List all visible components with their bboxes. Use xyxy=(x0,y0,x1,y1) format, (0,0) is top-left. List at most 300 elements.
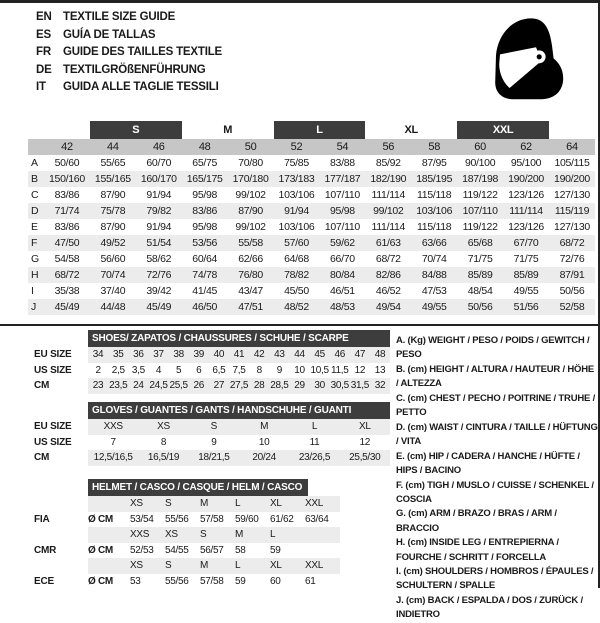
language-code: ES xyxy=(36,28,51,41)
row-label xyxy=(34,527,88,543)
gloves-rows xyxy=(34,419,394,466)
value-cell: 7,5 xyxy=(232,364,246,376)
helmet-header xyxy=(34,479,394,496)
value-cell: 105/115 xyxy=(554,157,590,169)
value-cell: 38 xyxy=(173,349,184,360)
spacer xyxy=(34,330,88,347)
value-cell: 23,5 xyxy=(109,380,128,391)
size-number-cell: 52 xyxy=(274,139,320,155)
value-cell: XXL xyxy=(305,560,324,571)
value-cell: 50/56 xyxy=(457,299,503,315)
language-row xyxy=(36,62,222,80)
size-number-cell: 60 xyxy=(457,139,503,155)
value-cell: M xyxy=(235,529,244,540)
lead-cell xyxy=(88,527,130,543)
row-cells xyxy=(88,543,340,559)
value-cell: 2,5 xyxy=(111,364,125,376)
value-cell: 111/114 xyxy=(503,203,549,219)
value-cell: XL xyxy=(358,421,371,432)
value-cell: 74/78 xyxy=(182,267,228,283)
helmet-row xyxy=(34,574,394,590)
value-cell: 42 xyxy=(253,349,265,360)
value-cell: M xyxy=(200,498,209,509)
value-cell: 6 xyxy=(196,364,202,376)
value-cell: 111/114 xyxy=(371,221,406,233)
value-cell: 25,5 xyxy=(169,380,188,391)
value-cell: XXS xyxy=(103,421,123,432)
value-cell: 49/55 xyxy=(513,285,539,297)
value-cell: 39 xyxy=(193,349,205,360)
row-label: CM xyxy=(34,380,50,391)
value-cell: 59 xyxy=(270,544,281,556)
value-cell: 35 xyxy=(112,349,124,360)
row-key: B xyxy=(28,171,44,187)
size-number-cell: 56 xyxy=(365,139,411,155)
value-cell: 45/50 xyxy=(284,285,309,297)
value-cell: 67/70 xyxy=(503,235,549,251)
lead-cell: Ø CM xyxy=(88,544,113,556)
value-cell: 127/130 xyxy=(554,189,590,201)
value-cell: XS xyxy=(157,421,170,432)
value-cell: 13 xyxy=(374,364,386,376)
measure-row-B xyxy=(28,171,595,187)
value-cell: 78/82 xyxy=(274,267,320,283)
value-cell: 82/86 xyxy=(365,267,411,283)
helmet-section xyxy=(34,479,394,589)
value-cell: 45/49 xyxy=(44,299,90,315)
row-cells xyxy=(88,527,340,543)
value-cell: 26 xyxy=(193,380,205,391)
value-cell: 57/58 xyxy=(200,513,224,525)
value-cell: M xyxy=(200,560,209,571)
value-cell: 48/52 xyxy=(274,299,320,315)
value-cell: 87/95 xyxy=(421,157,447,169)
value-cell: 50/56 xyxy=(559,285,585,297)
row-cells xyxy=(88,419,390,435)
size-number-cell: 42 xyxy=(44,139,90,155)
value-cell: S xyxy=(165,560,172,571)
gloves-row xyxy=(34,419,394,435)
racing-helmet-icon xyxy=(488,12,568,113)
value-cell: XXL xyxy=(305,498,324,509)
value-cell: 47/51 xyxy=(228,299,274,315)
value-cell: 123/126 xyxy=(508,189,544,201)
value-cell: 52/53 xyxy=(130,544,154,556)
language-row xyxy=(36,44,222,62)
legend-item: G. (cm) ARM / BRAZO / BRAS / ARM / BRACCIO xyxy=(396,508,557,534)
row-label: CMR xyxy=(34,544,57,556)
value-cell: 170/180 xyxy=(228,171,274,187)
value-cell: 10 xyxy=(258,436,270,448)
legend xyxy=(396,334,598,623)
value-cell: 8 xyxy=(256,364,262,376)
size-group-xxl: XXL xyxy=(457,121,549,139)
value-cell: 55/58 xyxy=(228,235,274,251)
size-number-cell xyxy=(28,139,44,155)
value-cell: 68/72 xyxy=(375,253,401,265)
value-cell: 70/74 xyxy=(421,253,447,265)
value-cell: 49/55 xyxy=(411,299,457,315)
language-code: FR xyxy=(36,46,51,58)
value-cell: 177/187 xyxy=(319,171,365,187)
value-cell: 165/175 xyxy=(182,171,228,187)
value-cell: 37 xyxy=(153,349,164,360)
language-title: GUIDA ALLE TAGLIE TESSILI xyxy=(63,81,219,93)
size-number-cell: 58 xyxy=(411,139,457,155)
value-cell: 83/86 xyxy=(182,203,228,219)
helmet-row xyxy=(34,512,394,528)
measure-row-J xyxy=(28,299,595,315)
row-label xyxy=(34,496,88,512)
value-cell: 52/58 xyxy=(549,299,595,315)
legend-item: D. (cm) WAIST / CINTURA / TAILLE / HÜFTUNG / VITA xyxy=(396,421,598,447)
value-cell: 72/76 xyxy=(136,267,182,283)
value-cell: 23 xyxy=(92,380,104,391)
value-cell: 49/52 xyxy=(90,235,136,251)
value-cell: 87/90 xyxy=(100,221,126,233)
language-title: TEXTILE SIZE GUIDE xyxy=(63,11,176,23)
value-cell: 28 xyxy=(253,380,265,391)
row-cells xyxy=(88,574,340,590)
row-label xyxy=(34,558,88,574)
language-code: EN xyxy=(36,11,52,23)
value-cell: 107/110 xyxy=(457,203,503,219)
row-key: E xyxy=(31,221,38,233)
value-cell: 11 xyxy=(309,436,320,448)
helmet-row xyxy=(34,527,394,543)
measure-row-C xyxy=(28,187,595,203)
value-cell: 91/94 xyxy=(146,189,172,201)
value-cell: 34 xyxy=(92,349,104,360)
value-cell: 76/80 xyxy=(228,267,274,283)
value-cell: 5 xyxy=(176,364,182,376)
shoes-row xyxy=(34,363,394,379)
value-cell: 119/122 xyxy=(462,189,498,201)
value-cell: 51/54 xyxy=(136,235,182,251)
value-cell: 10,5 xyxy=(310,364,329,376)
row-label: US SIZE xyxy=(34,364,72,376)
value-cell: XL xyxy=(270,560,282,571)
legend-item: F. (cm) TIGH / MUSLO / CUISSE / SCHENKEL / COSCIA xyxy=(396,479,594,505)
value-cell: 27 xyxy=(213,380,225,391)
value-cell: 46/51 xyxy=(330,285,355,297)
value-cell: 84/88 xyxy=(411,267,457,283)
value-cell: 12 xyxy=(354,364,366,376)
value-cell: 12 xyxy=(359,436,371,448)
lead-cell: Ø CM xyxy=(88,575,113,587)
value-cell: 35/38 xyxy=(54,285,80,297)
value-cell: 71/75 xyxy=(467,253,493,265)
row-cells xyxy=(88,435,390,451)
value-cell xyxy=(305,543,340,559)
size-group-l: L xyxy=(274,121,366,139)
value-cell: L xyxy=(311,421,318,432)
shoes-row xyxy=(34,378,394,394)
value-cell: 56/57 xyxy=(200,544,224,556)
value-cell: 53 xyxy=(130,575,141,587)
value-cell: 48/54 xyxy=(467,285,493,297)
shoes-rows xyxy=(34,347,394,394)
value-cell: 107/110 xyxy=(324,221,360,233)
size-number-cell: 44 xyxy=(90,139,136,155)
value-cell: 83/88 xyxy=(330,157,355,169)
value-cell: 11,5 xyxy=(330,364,349,376)
size-number-cell: 50 xyxy=(228,139,274,155)
value-cell: S xyxy=(165,498,172,509)
helmet-row xyxy=(34,558,394,574)
value-cell: 49/54 xyxy=(365,299,411,315)
value-cell: 99/102 xyxy=(365,203,411,219)
value-cell: 90/100 xyxy=(464,157,496,169)
section-divider-line xyxy=(0,324,600,326)
value-cell: 119/122 xyxy=(462,221,498,233)
value-cell: 107/110 xyxy=(324,189,360,201)
row-key: J xyxy=(28,299,44,315)
value-cell: 56/60 xyxy=(100,253,126,265)
size-number-cell: 46 xyxy=(136,139,182,155)
value-cell: 187/198 xyxy=(457,171,503,187)
value-cell: 83/86 xyxy=(54,221,80,233)
value-cell: 37/40 xyxy=(100,285,126,297)
value-cell: 72/76 xyxy=(559,253,585,265)
value-cell: XS xyxy=(130,560,143,571)
value-cell: 59/62 xyxy=(319,235,365,251)
shoes-header xyxy=(34,330,394,347)
row-cells xyxy=(88,558,340,574)
value-cell: 36 xyxy=(133,349,144,360)
size-number-cell: 62 xyxy=(503,139,549,155)
measure-row-H xyxy=(28,267,595,283)
language-title: TEXTILGRÖßENFÜHRUNG xyxy=(63,63,206,76)
shoes-row xyxy=(34,347,394,363)
value-cell: 65/75 xyxy=(192,157,218,169)
value-cell: 43/47 xyxy=(238,285,263,297)
legend-item: I. (cm) SHOULDERS / HOMBROS / ÉPAULES / SCHULTERN / SPALLE xyxy=(396,566,594,592)
value-cell: XS xyxy=(130,498,143,509)
value-cell: L xyxy=(235,560,241,571)
row-cells xyxy=(88,347,390,363)
row-cells xyxy=(88,496,340,512)
value-cell: 75/78 xyxy=(90,203,136,219)
gloves-row xyxy=(34,450,394,466)
value-cell: 95/100 xyxy=(510,157,542,169)
size-group-xl: XL xyxy=(404,124,418,136)
size-group-empty xyxy=(549,121,595,139)
size-numbers-row xyxy=(28,139,595,155)
row-key: G xyxy=(31,253,39,265)
value-cell: 45 xyxy=(314,349,325,360)
helmet-row xyxy=(34,543,394,559)
value-cell: 55/65 xyxy=(100,157,126,169)
value-cell: 40 xyxy=(213,349,225,360)
lead-cell: Ø CM xyxy=(88,513,113,525)
value-cell: 68/72 xyxy=(44,267,90,283)
value-cell: 99/102 xyxy=(235,189,266,201)
value-cell: 25,5/30 xyxy=(349,452,381,463)
value-cell: 23/26,5 xyxy=(298,452,331,463)
helmet-row xyxy=(34,496,394,512)
value-cell: 66/70 xyxy=(330,253,355,265)
gloves-section xyxy=(34,402,394,466)
measure-row-G xyxy=(28,251,595,267)
value-cell: 57/60 xyxy=(274,235,320,251)
value-cell: 48 xyxy=(374,349,386,360)
value-cell: 60 xyxy=(270,575,281,587)
row-label: FIA xyxy=(34,513,50,525)
value-cell: S xyxy=(200,529,207,540)
value-cell: 182/190 xyxy=(365,171,411,187)
value-cell: 111/114 xyxy=(371,189,406,201)
value-cell: 63/64 xyxy=(305,513,329,525)
measure-row-D xyxy=(28,203,595,219)
value-cell: 39/42 xyxy=(146,285,172,297)
value-cell: 91/94 xyxy=(146,221,172,233)
value-cell: M xyxy=(260,421,269,432)
row-key: D xyxy=(28,203,44,219)
value-cell: 53/56 xyxy=(182,235,228,251)
value-cell: 9 xyxy=(276,364,282,376)
value-cell: 61/62 xyxy=(270,513,294,525)
value-cell: 48/53 xyxy=(319,299,365,315)
value-cell: 87/90 xyxy=(100,189,126,201)
value-cell: 70/80 xyxy=(238,157,263,169)
value-cell: 71/74 xyxy=(44,203,90,219)
value-cell: 103/106 xyxy=(278,189,315,201)
size-groups-row xyxy=(28,121,595,139)
legend-item: H. (cm) INSIDE LEG / ENTREPIERNA / FOURCHE / SCHRITT / FORCELLA xyxy=(396,537,559,563)
value-cell: 32 xyxy=(374,380,386,391)
value-cell: 71/75 xyxy=(513,253,539,265)
helmet-title: HELMET / CASCO / CASQUE / HELM / CASCO xyxy=(88,479,308,496)
measure-row-F xyxy=(28,235,595,251)
value-cell: 85/92 xyxy=(375,157,401,169)
row-label: EU SIZE xyxy=(34,349,72,360)
value-cell: 41/45 xyxy=(192,285,218,297)
language-row xyxy=(36,79,222,97)
value-cell: 103/106 xyxy=(278,221,315,233)
language-list xyxy=(36,9,222,97)
value-cell: 83/86 xyxy=(54,189,80,201)
row-key: I xyxy=(31,285,34,297)
language-row xyxy=(36,9,222,27)
value-cell: XS xyxy=(165,529,178,540)
value-cell: 10 xyxy=(294,364,305,376)
gloves-title: GLOVES / GUANTES / GANTS / HANDSCHUHE / GUANTI xyxy=(88,402,390,419)
value-cell: 190/200 xyxy=(503,171,549,187)
legend-item: C. (cm) CHEST / PECHO / POITRINE / TRUHE / PETTO xyxy=(396,392,596,419)
measure-row-E xyxy=(28,219,595,235)
row-cells xyxy=(88,450,390,466)
value-cell: 47 xyxy=(354,349,366,360)
row-label: CM xyxy=(34,452,50,463)
size-table xyxy=(28,121,595,315)
legend-item: J. (cm) BACK / ESPALDA / DOS / ZURÜCK / INDIETRO xyxy=(396,595,583,621)
value-cell: 190/200 xyxy=(549,171,595,187)
value-cell: 24,5 xyxy=(149,380,168,391)
value-cell: 44 xyxy=(294,349,305,360)
value-cell: 30,5 xyxy=(330,380,349,391)
value-cell: 115/118 xyxy=(417,221,452,233)
value-cell: 85/89 xyxy=(457,267,503,283)
value-cell: 63/66 xyxy=(411,235,457,251)
value-cell: 46/52 xyxy=(375,285,401,297)
size-group-empty xyxy=(44,121,90,139)
value-cell: 85/89 xyxy=(503,267,549,283)
value-cell: 54/55 xyxy=(165,544,189,556)
value-cell: 58 xyxy=(235,544,246,556)
top-border-line xyxy=(0,0,600,3)
value-cell: 58/62 xyxy=(146,253,172,265)
value-cell: 46/50 xyxy=(182,299,228,315)
value-cell: 18/21,5 xyxy=(198,452,230,463)
value-cell: 95/98 xyxy=(192,189,218,201)
value-cell: 53/54 xyxy=(130,513,154,525)
size-group-m: M xyxy=(223,124,233,136)
value-cell: 31,5 xyxy=(350,380,370,391)
value-cell: 68/72 xyxy=(549,235,595,251)
corner-cell xyxy=(28,121,44,139)
language-row xyxy=(36,27,222,45)
value-cell: 160/170 xyxy=(136,171,182,187)
value-cell: 99/102 xyxy=(235,221,266,233)
value-cell: 30 xyxy=(314,380,325,391)
value-cell: 2 xyxy=(95,364,101,376)
value-cell: 79/82 xyxy=(136,203,182,219)
value-cell: 7 xyxy=(110,436,116,448)
measure-row-A xyxy=(28,155,595,171)
value-cell: 127/130 xyxy=(554,221,590,233)
shoes-title: SHOES/ ZAPATOS / CHAUSSURES / SCHUHE / SCARPE xyxy=(88,330,390,347)
value-cell: 54/58 xyxy=(54,253,80,265)
value-cell: L xyxy=(270,529,276,540)
size-number-cell: 48 xyxy=(182,139,228,155)
value-cell: 51/56 xyxy=(503,299,549,315)
row-label: ECE xyxy=(34,575,54,587)
value-cell: 61 xyxy=(305,575,316,587)
gloves-row xyxy=(34,435,394,451)
row-cells xyxy=(88,378,390,394)
value-cell: 59/60 xyxy=(235,513,259,525)
value-cell: 123/126 xyxy=(508,221,544,233)
language-title: GUÍA DE TALLAS xyxy=(63,28,156,41)
value-cell: 3,5 xyxy=(131,364,145,376)
row-label: US SIZE xyxy=(34,436,72,448)
value-cell: 16,5/19 xyxy=(147,452,180,463)
row-label: EU SIZE xyxy=(34,421,72,432)
row-key: F xyxy=(28,235,44,251)
value-cell: 4 xyxy=(155,364,162,376)
value-cell: L xyxy=(235,498,241,509)
value-cell: 45/49 xyxy=(136,299,182,315)
value-cell: 20/24 xyxy=(252,452,276,463)
lead-cell xyxy=(88,496,130,512)
value-cell: 43 xyxy=(274,349,285,360)
value-cell: 95/98 xyxy=(319,203,365,219)
lead-cell xyxy=(88,558,130,574)
value-cell: 55/56 xyxy=(165,575,189,587)
value-cell: 59 xyxy=(235,575,246,587)
legend-item: E. (cm) HIP / CADERA / HANCHE / HÜFTE / HIPS / BACINO xyxy=(396,450,580,476)
measure-row-I xyxy=(28,283,595,299)
row-cells xyxy=(88,512,340,528)
value-cell: 115/119 xyxy=(549,203,595,219)
value-cell: XL xyxy=(270,498,282,509)
value-cell: 87/90 xyxy=(228,203,274,219)
size-number-cell: 64 xyxy=(549,139,595,155)
value-cell: 47/53 xyxy=(421,285,447,297)
value-cell: 8 xyxy=(160,436,167,448)
legend-item: B. (cm) HEIGHT / ALTURA / HAUTEUR / HÖHE / ALTEZZA xyxy=(396,363,595,390)
